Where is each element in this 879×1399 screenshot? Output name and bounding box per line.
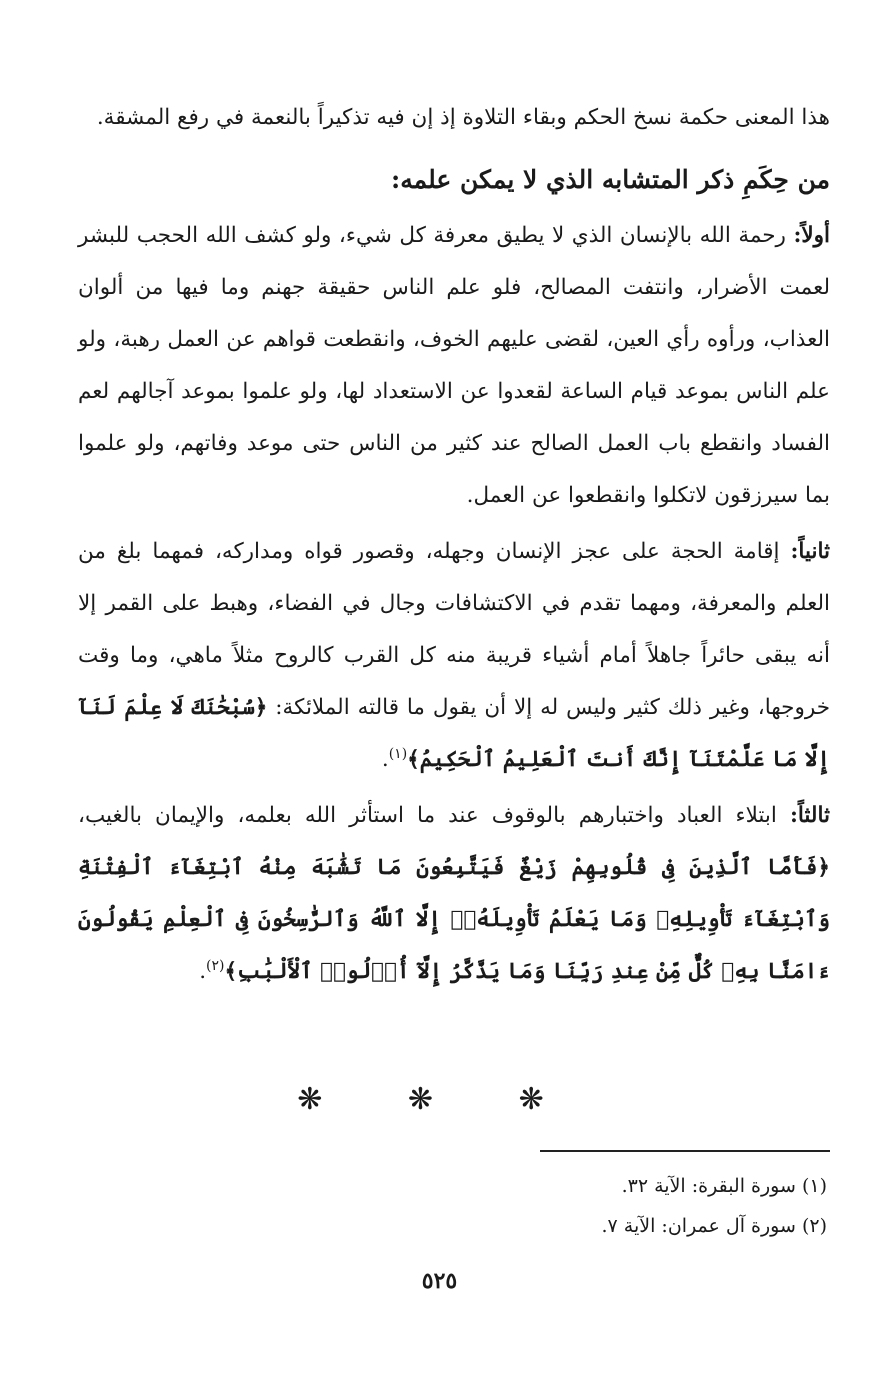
quran-verse-one: ﴿سُبْحَٰنَكَ لَا عِلْمَ لَنَآ إِلَّا مَا عَلَّمْتَنَآ إِنَّكَ أَنتَ ٱلْعَلِيمُ ٱلْحَكِيمُ﴾ bbox=[78, 695, 830, 772]
main-text bbox=[78, 92, 830, 1002]
point-three-text: ابتلاء العباد واختبارهم بالوقوف عند ما استأثر الله بعلمه، والإيمان بالغيب، bbox=[78, 803, 790, 828]
point-one-lead: أولاً: bbox=[793, 223, 830, 248]
footnote-two: (٢) سورة آل عمران: الآية ٧. bbox=[601, 1215, 827, 1237]
page-number: ٥٢٥ bbox=[421, 1268, 458, 1294]
section-heading: من حِكَمِ ذكر المتشابه الذي لا يمكن علمه: bbox=[391, 165, 830, 194]
footnotes bbox=[327, 1166, 827, 1246]
footnote-ref-two: (٢) bbox=[206, 957, 225, 974]
point-two-text: إقامة الحجة على عجز الإنسان وجهله، وقصور قواه ومداركه، فمهما بلغ من العلم والمعرفة، ومهما تقدم في الاكتشافات وجال في الفضاء، وهبط على القمر إلا أنه يبقى حائراً جاهلاً أمام أشياء قريبة منه كل القرب كالروح مثلاً ماهي، وما وقت خروجها، وغير ذلك كثير وليس له إلا أن يقول ما قالته الملائكة: bbox=[78, 539, 830, 720]
point-two-paragraph bbox=[78, 526, 830, 786]
point-two-tail: . bbox=[381, 747, 389, 772]
footnote-ref-one: (١) bbox=[388, 745, 408, 762]
point-three-lead: ثالثاً: bbox=[789, 803, 830, 828]
point-two-lead: ثانياً: bbox=[790, 539, 830, 564]
section-separator-stars: ❋ ❋ ❋ bbox=[297, 1082, 582, 1117]
point-one-paragraph bbox=[78, 210, 830, 522]
point-three-tail: . bbox=[199, 959, 207, 984]
intro-paragraph: هذا المعنى حكمة نسخ الحكم وبقاء التلاوة إذ إن فيه تذكيراً بالنعمة في رفع المشقة. bbox=[96, 105, 830, 130]
quran-verse-two: ﴿فَأَمَّا ٱلَّذِينَ فِى قُلُوبِهِمْ زَيْغٌ فَيَتَّبِعُونَ مَا تَشَٰبَهَ مِنْهُ ٱبْتِغَآءَ ٱلْفِتْنَةِ وَٱبْتِغَآءَ تَأْوِيلِهِۦ وَمَا يَعْلَمُ تَأْوِيلَهُۥٓ إِلَّا ٱللَّهُ وَٱلرَّٰسِخُونَ فِى ٱلْعِلْمِ يَقُولُونَ ءَامَنَّا بِهِۦ كُلٌّ مِّنْ عِندِ رَبِّنَا وَمَا يَذَّكَّرُ إِلَّآ أُو۟لُوا۟ ٱلْأَلْبَٰبِ﴾ bbox=[78, 855, 830, 984]
footnote-divider bbox=[540, 1150, 830, 1152]
footnote-one: (١) سورة البقرة: الآية ٣٢. bbox=[621, 1175, 827, 1197]
point-three-paragraph bbox=[78, 790, 830, 998]
point-one-text: رحمة الله بالإنسان الذي لا يطيق معرفة كل شيء، ولو كشف الله الحجب للبشر لعمت الأضرار، وانتفت المصالح، فلو علم الناس حقيقة جهنم وما فيها من ألوان العذاب، ورأوه رأي العين، لقضى عليهم الخوف، وانقطعت قواهم عن العمل رهبة، ولو علم الناس بموعد قيام الساعة لقعدوا عن الاستعداد لها، ولو علموا بموعد آجالهم لعم الفساد وانقطع باب العمل الصالح عند كثير من الناس حتى موعد وفاتهم، ولو علموا بما سيرزقون لاتكلوا وانقطعوا عن العمل. bbox=[78, 223, 830, 508]
